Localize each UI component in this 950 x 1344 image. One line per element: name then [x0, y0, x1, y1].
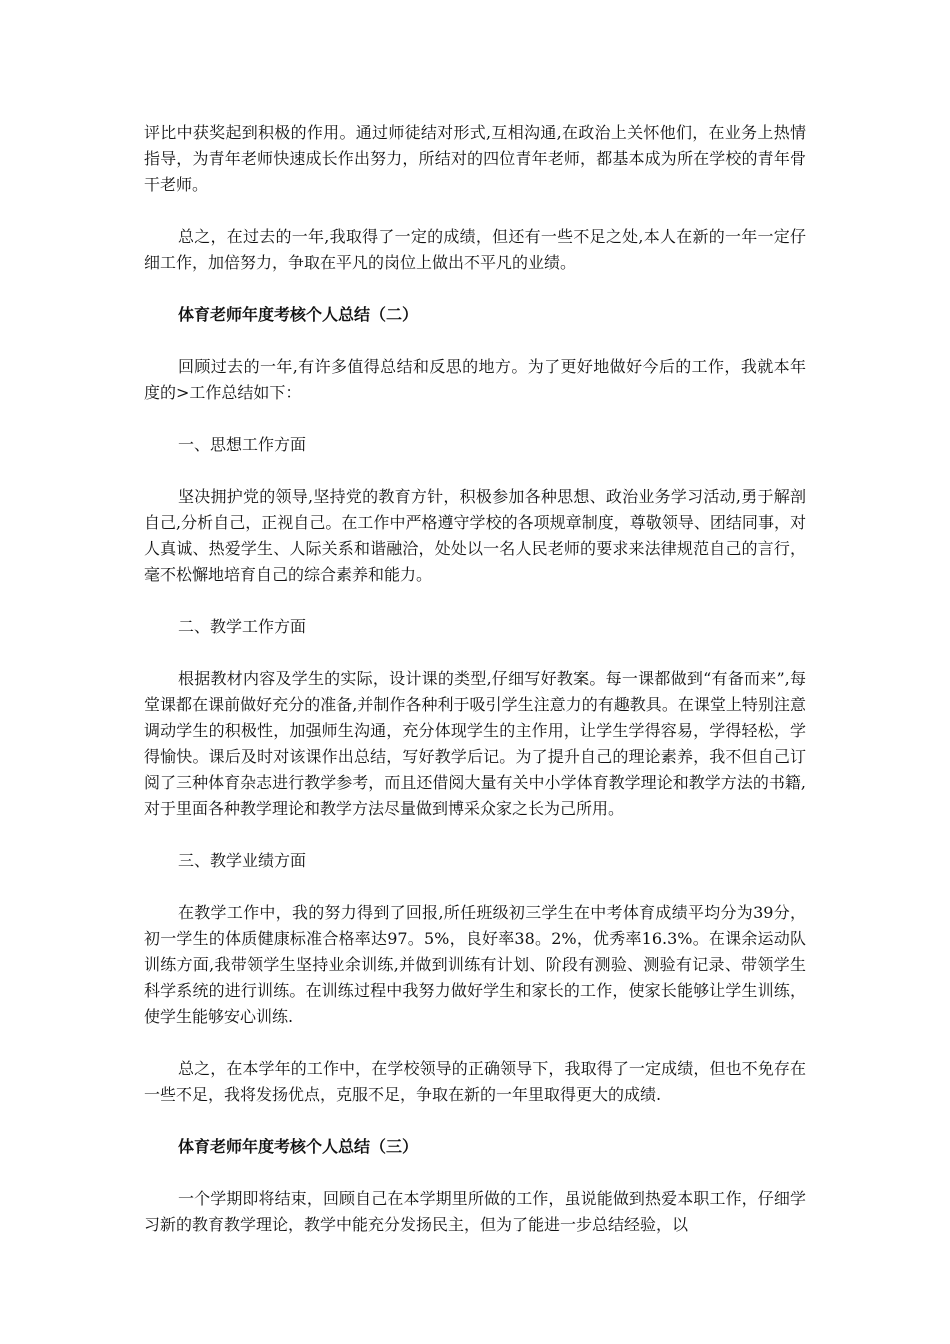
paragraph: 评比中获奖起到积极的作用。通过师徒结对形式,互相沟通,在政治上关怀他们，在业务上热情指导，为青年老师快速成长作出努力，所结对的四位青年老师，都基本成为所在学校的青年骨干老师。 — [144, 123, 806, 194]
paragraph: 总之，在过去的一年,我取得了一定的成绩，但还有一些不足之处,本人在新的一年一定仔细工作，加倍努力，争取在平凡的岗位上做出不平凡的业绩。 — [144, 227, 806, 272]
document-body — [144, 120, 806, 1238]
subsection-title: 二、教学工作方面 — [178, 617, 307, 636]
paragraph: 回顾过去的一年,有许多值得总结和反思的地方。为了更好地做好今后的工作，我就本年度的>工作总结如下： — [144, 357, 806, 402]
paragraph: 在教学工作中，我的努力得到了回报,所任班级初三学生在中考体育成绩平均分为39分，初一学生的体质健康标准合格率达97。5%，良好率38。2%，优秀率16.3%。在课余运动队训练方面,我带领学生坚持业余训练,并做到训练有计划、阶段有测验、测验有记录、带领学生科学系统的进行训练。在训练过程中我努力做好学生和家长的工作，使家长能够让学生训练，使学生能够安心训练. — [144, 903, 806, 1026]
subsection-title: 三、教学业绩方面 — [178, 851, 307, 870]
paragraph: 一个学期即将结束，回顾自己在本学期里所做的工作，虽说能做到热爱本职工作，仔细学习新的教育教学理论，教学中能充分发扬民主，但为了能进一步总结经验，以 — [144, 1189, 806, 1234]
paragraph: 根据教材内容及学生的实际，设计课的类型,仔细写好教案。每一课都做到“有备而来”,每堂课都在课前做好充分的准备,并制作各种利于吸引学生注意力的有趣教具。在课堂上特别注意调动学生的积极性，加强师生沟通，充分体现学生的主作用，让学生学得容易，学得轻松，学得愉快。课后及时对该课作出总结，写好教学后记。为了提升自己的理论素养，我不但自己订阅了三种体育杂志进行教学参考，而且还借阅大量有关中小学体育教学理论和教学方法的书籍,对于里面各种教学理论和教学方法尽量做到博采众家之长为己所用。 — [144, 669, 806, 818]
section-heading: 体育老师年度考核个人总结（三） — [178, 1137, 419, 1156]
paragraph: 总之，在本学年的工作中，在学校领导的正确领导下，我取得了一定成绩，但也不免存在一些不足，我将发扬优点，克服不足，争取在新的一年里取得更大的成绩. — [144, 1059, 806, 1104]
paragraph: 坚决拥护党的领导,坚持党的教育方针，积极参加各种思想、政治业务学习活动,勇于解剖自己,分析自己，正视自己。在工作中严格遵守学校的各项规章制度，尊敬领导、团结同事，对人真诚、热爱学生、人际关系和谐融洽，处处以一名人民老师的要求来法律规范自己的言行，毫不松懈地培育自己的综合素养和能力。 — [144, 487, 806, 584]
section-heading: 体育老师年度考核个人总结（二） — [178, 305, 419, 324]
subsection-title: 一、思想工作方面 — [178, 435, 307, 454]
